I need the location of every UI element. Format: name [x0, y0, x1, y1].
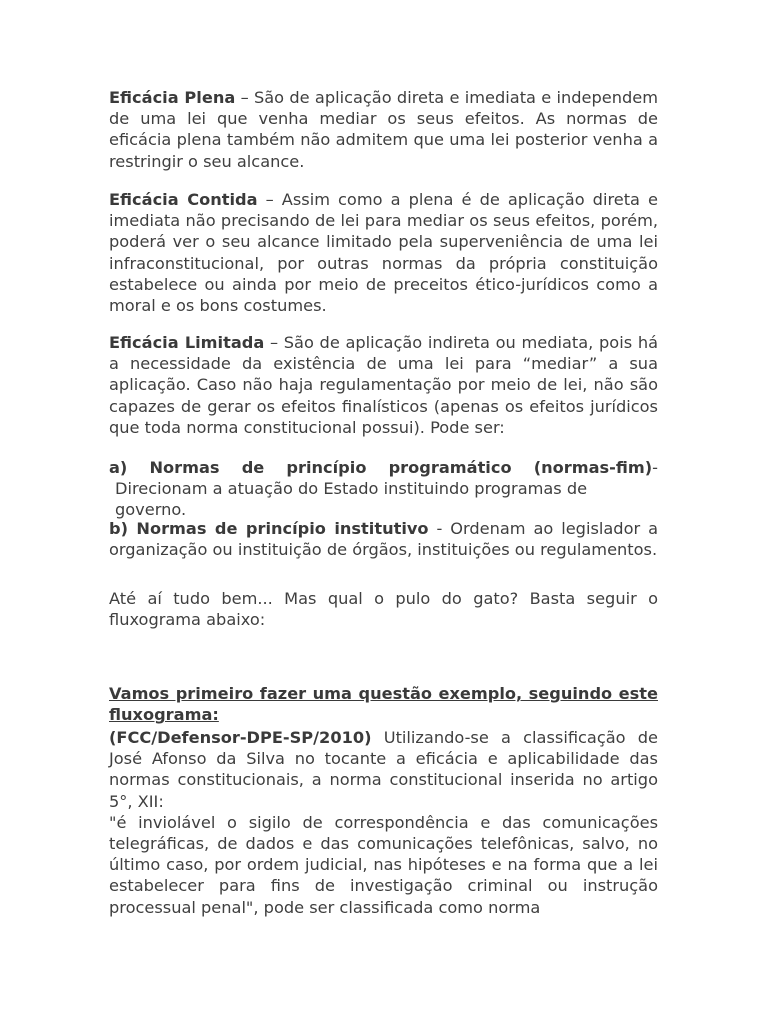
definition-eficacia-contida: – Assim como a plena é de aplicação direta e imediata não precisando de lei para mediar os seus efeitos, porém, poderá ver o seu alcance limitado pela superveniência de uma lei infraconstitucional, por outras normas da própria constituição estabelece ou ainda por meio de preceitos ético-jurídicos como a moral e os bons costumes.	[109, 190, 658, 316]
paragraph-transition	[109, 588, 658, 630]
list-item-a	[109, 457, 658, 521]
term-item-a: a) Normas de princípio programático (normas-fim)	[109, 458, 653, 477]
paragraph-eficacia-contida	[109, 189, 658, 316]
paragraph-eficacia-limitada	[109, 332, 658, 438]
question-quote: "é inviolável o sigilo de correspondência e das comunicações telegráficas, de dados e das comunicações telefônicas, salvo, no último caso, por ordem judicial, nas hipóteses e na forma que a lei estabelecer para fins de investigação criminal ou instrução processual penal", pode ser classificada como norma	[109, 812, 658, 917]
term-eficacia-contida: Eficácia Contida	[109, 190, 258, 209]
transition-text: Até aí tudo bem... Mas qual o pulo do gato? Basta seguir o fluxograma abaixo:	[109, 589, 658, 630]
definition-item-b: - Ordenam ao legislador a organização ou instituição de órgãos, instituições ou regulamentos.	[109, 519, 658, 560]
term-item-b: b) Normas de princípio institutivo	[109, 519, 429, 538]
term-eficacia-limitada: Eficácia Limitada	[109, 333, 265, 352]
paragraph-eficacia-plena	[109, 87, 658, 172]
example-heading	[109, 683, 658, 725]
list-item-b	[109, 518, 658, 560]
term-eficacia-plena: Eficácia Plena	[109, 88, 236, 107]
definition-eficacia-limitada: – São de aplicação indireta ou mediata, pois há a necessidade da existência de uma lei para “mediar” a sua aplicação. Caso não haja regulamentação por meio de lei, não são capazes de gerar os efeitos finalísticos (apenas os efeitos jurídicos que toda norma constitucional possui). Pode ser:	[109, 333, 658, 437]
definition-eficacia-plena: – São de aplicação direta e imediata e independem de uma lei que venha mediar os seus efeitos. As normas de eficácia plena também não admitem que uma lei posterior venha a restringir o seu alcance.	[109, 88, 659, 171]
example-heading-text: Vamos primeiro fazer uma questão exemplo, seguindo este fluxograma:	[109, 684, 658, 725]
question-intro: Utilizando-se a classificação de José Afonso da Silva no tocante a eficácia e aplicabilidade das normas constitucionais, a norma constitucional inserida no artigo 5°, XII:	[109, 728, 658, 811]
question-source: (FCC/Defensor-DPE-SP/2010)	[109, 728, 372, 747]
paragraph-question	[109, 727, 658, 918]
dash-item-a: -	[652, 458, 658, 477]
definition-item-a: Direcionam a atuação do Estado instituindo programas de governo.	[115, 479, 588, 520]
